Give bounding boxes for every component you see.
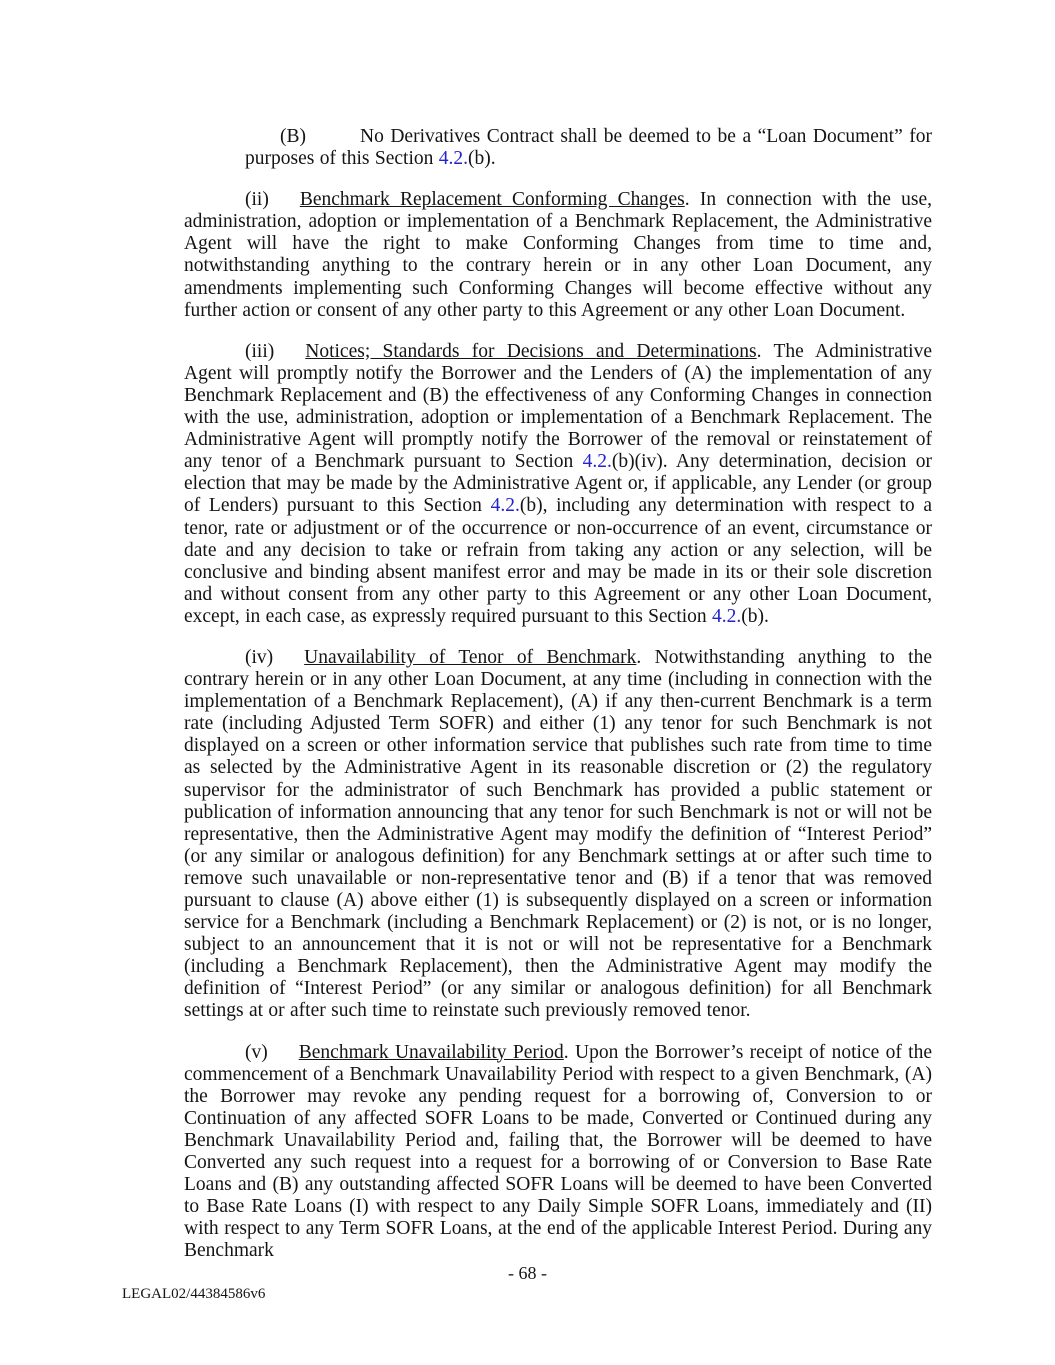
paragraph-label: (B) [280, 126, 306, 147]
paragraph-ii [184, 189, 932, 322]
section-4-2-link[interactable]: 4.2. [490, 495, 520, 517]
section-4-2-link[interactable]: 4.2. [712, 605, 742, 627]
paragraph-b [245, 126, 932, 170]
paragraph-text: No Derivatives Contract shall be deemed to be a “Loan Document” for purposes of this Section [245, 126, 932, 170]
paragraph-label: (v) [245, 1041, 268, 1063]
tab-spacer [268, 1057, 299, 1058]
paragraph-v [184, 1042, 932, 1263]
paragraph-text: (b). [467, 148, 496, 170]
paragraph-text: (b)(iv). Any determination, decision or election that may be made by the Administrative Agent or, if applicable, any Lender (or group of Lenders) pursuant to this Section [184, 451, 932, 517]
paragraph-label: (iv) [245, 646, 274, 668]
paragraph-iii [184, 341, 932, 628]
paragraph-label: (ii) [245, 189, 269, 211]
page-number: - 68 - [508, 1263, 547, 1283]
paragraph-text: (b), including any determination with respect to a tenor, rate or adjustment or of the occurrence or non-occurrence of an event, circumstance or date and any decision to take or refrain from taking any action or any selection, will be conclusive and binding absent manifest error and may be made in its or their sole discretion and without consent from any other party to this Agreement or any other Loan Document, except, in each case, as expressly required pursuant to this Section [184, 495, 933, 627]
paragraph-heading: Benchmark Replacement Conforming Changes [299, 189, 685, 211]
tab-spacer [274, 356, 305, 357]
paragraph-iv [184, 647, 932, 1023]
paragraph-text: . The Administrative Agent will promptly notify the Borrower and the Lenders of (A) the implementation of any Benchmark Replacement and (B) the effectiveness of any Conforming Changes in connection with the use, administration, adoption or implementation of a Benchmark Replacement. The Administrative Agent will promptly notify the Borrower of the removal or reinstatement of any tenor of a Benchmark pursuant to Section [184, 340, 932, 473]
paragraph-text: . Upon the Borrower’s receipt of notice of the commencement of a Benchmark Unavailability Period with respect to a given Benchmark, (A) the Borrower may revoke any pending request for a borrowing of, Conversion to or Continuation of any affected SOFR Loans to be made, Converted or Continued during any Benchmark Unavailability Period and, failing that, the Borrower will be deemed to have Converted any such request into a request for a borrowing of or Conversion to Base Rate Loans and (B) any outstanding affected SOFR Loans will be deemed to have been Converted to Base Rate Loans (I) with respect to any Daily Simple SOFR Loans, immediately and (II) with respect to any Term SOFR Loans, at the end of the applicable Interest Period. During any Benchmark [184, 1041, 932, 1262]
paragraph-label: (iii) [245, 340, 275, 362]
tab-spacer [269, 204, 300, 205]
document-id: LEGAL02/44384586v6 [122, 1286, 266, 1302]
document-body [184, 126, 932, 1282]
paragraph-text: . Notwithstanding anything to the contrary herein or in any other Loan Document, at any time (including in connection with the implementation of a Benchmark Replacement), (A) if any then-current Benchmark is a term rate (including Adjusted Term SOFR) and either (1) any tenor for such Benchmark is not displayed on a screen or other information service that publishes such rate from time to time as selected by the Administrative Agent in its reasonable discretion or (2) the regulatory supervisor for the administrator of such Benchmark has provided a public statement or publication of information announcing that any tenor for such Benchmark is not or will not be representative, then the Administrative Agent may modify the definition of “Interest Period” (or any similar or analogous definition) for any Benchmark settings at or after such time to remove such unavailable or non-representative tenor and (B) if a tenor that was removed pursuant to clause (A) above either (1) is subsequently displayed on a screen or information service for a Benchmark (including a Benchmark Replacement) or (2) is not, or is no longer, subject to an announcement that it is not or will not be representative for a Benchmark (including a Benchmark Replacement), then the Administrative Agent may modify the definition of “Interest Period” (or any similar or analogous definition) for all Benchmark settings at or after such time to reinstate such previously removed tenor. [184, 646, 932, 1022]
paragraph-heading: Unavailability of Tenor of Benchmark [304, 646, 637, 668]
section-4-2-link[interactable]: 4.2. [438, 148, 468, 170]
paragraph-text: (b). [741, 605, 769, 627]
tab-spacer [306, 141, 360, 142]
paragraph-heading: Notices; Standards for Decisions and Determinations [305, 340, 757, 362]
paragraph-text: . In connection with the use, administration, adoption or implementation of a Benchmark Replacement, the Administrative Agent will have the right to make Conforming Changes from time to time and, notwithstanding anything to the contrary herein or in any other Loan Document, any amendments implementing such Conforming Changes will become effective without any further action or consent of any other party to this Agreement or any other Loan Document. [184, 189, 933, 321]
tab-spacer [273, 662, 304, 663]
paragraph-heading: Benchmark Unavailability Period [298, 1041, 564, 1063]
section-4-2-link[interactable]: 4.2. [582, 451, 612, 473]
